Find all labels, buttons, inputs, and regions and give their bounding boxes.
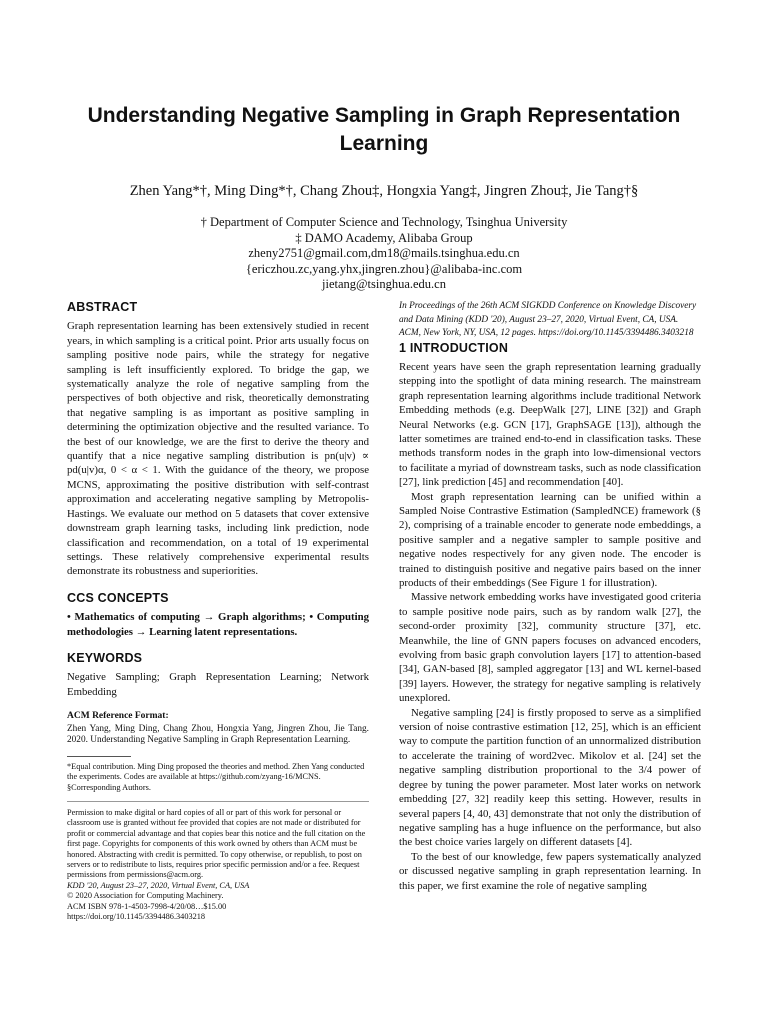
ccs-heading: CCS CONCEPTS — [67, 590, 169, 605]
isbn-line: ACM ISBN 978-1-4503-7998-4/20/08…$15.00 — [67, 901, 227, 911]
affiliation-damo: ‡ DAMO Academy, Alibaba Group — [295, 230, 473, 245]
venue-line: KDD '20, August 23–27, 2020, Virtual Event, CA, USA — [67, 880, 250, 890]
permission-text: Permission to make digital or hard copies of all or part of this work for personal or classroom use is granted without fee provided that copies are not made or distributed for profit or commercial advantage and that copies bear this notice and the full citation on the first page. Copyrights for components of this work owned by others than ACM must be honored. Abstracting with credit is permitted. To copy otherwise, or republish, to post on servers or to redistribute to lists, requires prior specific permission and/or a fee. Request permissions from permissions@acm.org. — [67, 807, 366, 880]
proceedings-note: In Proceedings of the 26th ACM SIGKDD Conference on Knowledge Discovery and Data Mining (KDD '20), August 23–27, 2020, Virtual Event, CA, USA. ACM, New York, NY, USA, 12 pages. https://doi.org/10.1145/3394486.3403218 — [399, 301, 697, 338]
footnote-equal-contribution: *Equal contribution. Ming Ding proposed the theories and method. Zhen Yang conducted the experiments. Codes are available at https://github.com/zyang-16/MCNS. — [67, 761, 365, 782]
email-line-2: {ericzhou.zc,yang.yhx,jingren.zhou}@alibaba-inc.com — [245, 261, 523, 276]
intro-paragraph-2: Most graph representation learning can be unified within a Sampled Noise Contrastive Estimation (SampledNCE) framework (§ 2), comprising of a trainable encoder to generate node embeddings, a positive sampler and a negative sampler to sample positive and negative nodes respectively for any given node. The encoder is trained to distinguish positive and negative pairs based on the inner products of their embeddings (See Figure 1 for illustration). — [399, 490, 701, 589]
acm-ref-heading: ACM Reference Format: — [67, 711, 169, 722]
keywords-heading: KEYWORDS — [67, 650, 143, 665]
intro-paragraph-5: To the best of our knowledge, few papers systematically analyzed or discussed negative sampling in graph representation learning. In this paper, we first examine the role of negative sampling — [399, 850, 701, 892]
permission-block — [67, 801, 369, 922]
email-line-1: zheny2751@gmail.com,dm18@mails.tsinghua.edu.cn — [248, 246, 520, 260]
affiliations — [60, 215, 708, 293]
affiliation-tsinghua: † Department of Computer Science and Technology, Tsinghua University — [200, 215, 568, 229]
keywords-text: Negative Sampling; Graph Representation Learning; Network Embedding — [67, 671, 369, 698]
ccs-text: • Mathematics of computing → Graph algorithms; • Computing methodologies → Learning latent representations. — [67, 611, 369, 638]
footnote-rule — [67, 756, 131, 757]
left-column — [67, 300, 369, 922]
paper-title: Understanding Negative Sampling in Graph Representation Learning — [87, 104, 681, 155]
abstract-heading: ABSTRACT — [67, 300, 138, 314]
abstract-text: Graph representation learning has been extensively studied in recent years, in which sampling is a critical point. Prior arts usually focus on sampling positive node pairs, while the strategy for negative sampling is left insufficiently explored. To bridge the gap, we systematically analyze the role of negative sampling from the perspectives of both objective and risk, theoretically demonstrating that negative sampling is as important as positive sampling in determining the optimization objective and the resulted variance. To the best of our knowledge, we are the first to derive the theory and quantify that a nice negative sampling distribution is pn(u|v) ∝ pd(u|v)α, 0 < α < 1. With the guidance of the theory, we propose MCNS, approximating the positive distribution with self-contrast approximation and accelerating negative sampling by Metropolis-Hastings. We evaluate our method on 5 datasets that cover extensive downstream graph learning tasks, including link prediction, node classification and recommendation, on a total of 19 experimental settings. These relatively comprehensive experimental results demonstrate its robustness and superiorities. — [67, 320, 369, 578]
copyright-line: © 2020 Association for Computing Machinery. — [67, 891, 224, 901]
intro-paragraph-1: Recent years have seen the graph representation learning gradually stepping into the spotlight of data mining research. The mainstream graph representation learning algorithms include traditional Network Embedding methods (e.g. DeepWalk [27], LINE [32]) and Graph Neural Networks (e.g. GCN [17], GraphSAGE [13]), although the latter sometimes are trained end-to-end in classification tasks. These methods transform nodes in the graph into low-dimensional vectors to facilitate a myriad of downstream tasks, such as node classification [27], link prediction [45] and recommendation [40]. — [399, 360, 701, 489]
intro-paragraph-4: Negative sampling [24] is firstly proposed to serve as a simplified version of noise contrastive estimation [12, 25], which is an efficient way to compute the partition function of an unnormalized distribution to accelerate the training of word2vec. Mikolov et al. [24] set the negative sampling distribution proportional to the 3/4 power of degree by tuning the power parameter. Most later works on network embedding [27, 32] readily keep this setting. However, results in several papers [4, 40, 43] demonstrate that not only the distribution of negative sampling has a huge influence on the performance, but also the best choice varies largely on different datasets [4]. — [399, 706, 701, 849]
introduction-heading: 1 INTRODUCTION — [399, 340, 509, 355]
acm-ref-text: Zhen Yang, Ming Ding, Chang Zhou, Hongxia Yang, Jingren Zhou, Jie Tang. 2020. Understanding Negative Sampling in Graph Representation Learning. — [67, 723, 369, 746]
footnote-corresponding: §Corresponding Authors. — [67, 782, 151, 792]
email-line-3: jietang@tsinghua.edu.cn — [322, 277, 446, 291]
intro-paragraph-3: Massive network embedding works have investigated good criteria to sample positive node pairs, such as by random walk [27], the second-order proximity [32], community structure [37], etc. Meanwhile, the line of GNN papers focuses on advanced encoders, evolving from basic graph convolution layers [17] to attention-based [34], GAN-based [8], sampled aggregator [13] and WL kernel-based [39] layers. However, the strategy for negative sampling is relatively unexplored. — [399, 591, 701, 705]
right-column — [399, 300, 701, 893]
author-list: Zhen Yang*†, Ming Ding*†, Chang Zhou‡, Hongxia Yang‡, Jingren Zhou‡, Jie Tang†§ — [129, 183, 639, 199]
doi-link[interactable]: https://doi.org/10.1145/3394486.3403218 — [67, 912, 206, 922]
